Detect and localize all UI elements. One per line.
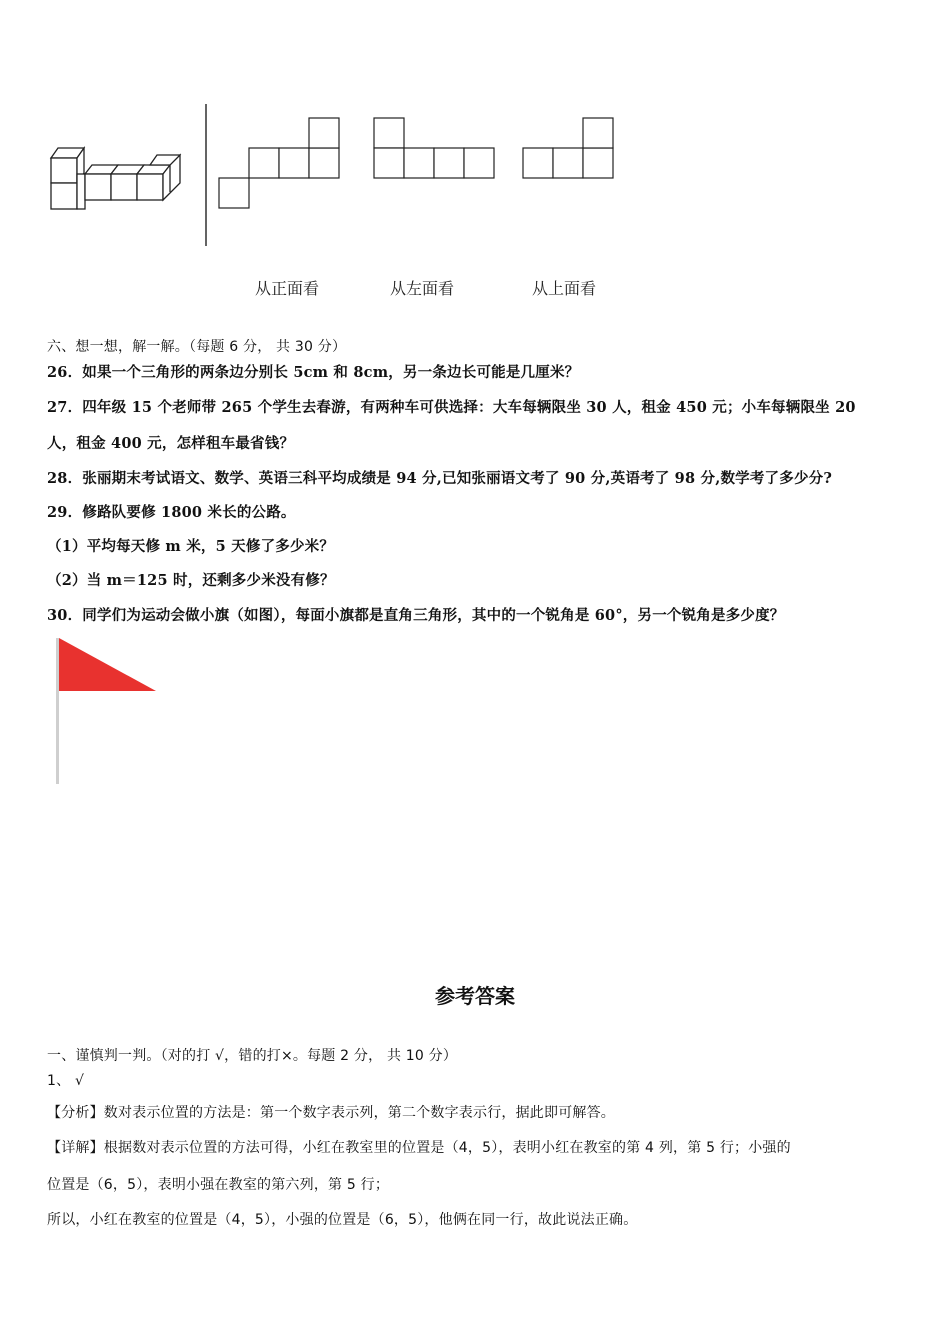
question-30: 30．同学们为运动会做小旗（如图），每面小旗都是直角三角形，其中的一个锐角是 60°，另一个锐角是多少度？ [47, 607, 785, 624]
top-view-figure [523, 118, 613, 178]
question-27-line1: 27．四年级 15 个老师带 265 个学生去春游，有两种车可供选择：大车每辆限坐 30 人，租金 450 元；小车每辆限坐 20 [47, 399, 856, 416]
answers-title: 参考答案 [435, 984, 515, 1008]
question-29: 29．修路队要修 1800 米长的公路。 [47, 504, 296, 521]
answer-analysis: 【分析】数对表示位置的方法是：第一个数字表示列，第二个数字表示行，据此即可解答。 [47, 1105, 615, 1121]
flag-triangle [59, 638, 156, 691]
flag-pole [56, 638, 59, 784]
answer-detail-line1: 【详解】根据数对表示位置的方法可得，小红在教室里的位置是（4，5），表明小红在教室的第 4 列，第 5 行；小强的 [47, 1140, 791, 1156]
front-view-figure [219, 118, 339, 208]
question-29-part2: （2）当 m＝125 时，还剩多少米没有修？ [47, 572, 335, 589]
question-27-line2: 人，租金 400 元，怎样租车最省钱？ [47, 435, 295, 452]
top-view-label: 从上面看 [532, 279, 597, 298]
question-29-part1: （1）平均每天修 m 米，5 天修了多少米？ [47, 538, 335, 555]
cube-solid-figure [51, 148, 180, 209]
answer-conclusion: 所以，小红在教室的位置是（4，5），小强的位置是（6，5），他俩在同一行，故此说法正确。 [47, 1212, 638, 1228]
question-26: 26．如果一个三角形的两条边分别长 5cm 和 8cm，另一条边长可能是几厘米？ [47, 364, 580, 381]
front-view-label: 从正面看 [255, 279, 320, 298]
question-28: 28．张丽期末考试语文、数学、英语三科平均成绩是 94 分,已知张丽语文考了 90 分,英语考了 98 分,数学考了多少分? [47, 470, 833, 487]
answer-detail-line2: 位置是（6，5），表明小强在教室的第六列，第 5 行； [47, 1177, 390, 1193]
left-view-label: 从左面看 [390, 279, 455, 298]
flag-figure [56, 638, 156, 784]
answers-heading: 一、谨慎判一判。（对的打 √，错的打×。每题 2 分， 共 10 分） [47, 1048, 458, 1064]
left-view-figure [374, 118, 494, 178]
answer-1: 1、 √ [47, 1073, 85, 1089]
section6-heading: 六、想一想，解一解。（每题 6 分， 共 30 分） [47, 339, 347, 355]
